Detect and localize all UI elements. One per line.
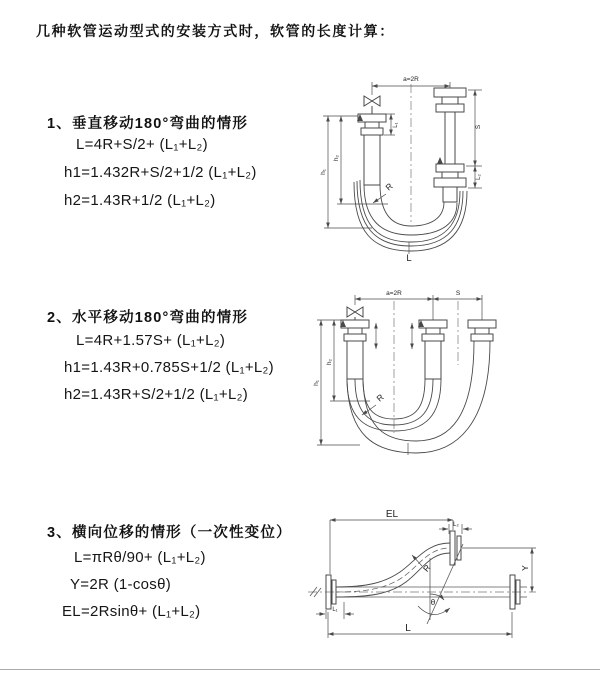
dimension-l xyxy=(406,242,411,264)
up-arrow xyxy=(437,157,443,164)
dim-label-l1: L₁ xyxy=(332,607,338,613)
hose-braid xyxy=(425,341,441,379)
dim-label-r: R xyxy=(374,391,386,404)
hose-s-curve xyxy=(336,543,450,597)
dim-label-a2r: a=2R xyxy=(386,290,402,297)
hose-u-bend xyxy=(354,180,467,251)
right-fitting xyxy=(434,88,466,202)
dimension-s xyxy=(433,290,482,299)
dimension-a2r xyxy=(355,290,482,320)
dim-label-r: R xyxy=(420,562,433,574)
dim-label-l1: L₁ xyxy=(393,122,399,128)
section-3-heading: 3、横向位移的情形（一次性变位） xyxy=(47,525,292,541)
dim-label-s: S xyxy=(455,290,461,297)
formula-line: Y=2R (1-cosθ) xyxy=(70,576,172,593)
radius-callout xyxy=(412,555,433,574)
diagram-1-vertical-180-bend xyxy=(310,70,595,262)
dimension-l xyxy=(328,612,512,638)
formula-line: h2=1.43R+S/2+1/2 (L₁+L₂) xyxy=(64,386,249,403)
section-1-heading: 1、垂直移动180°弯曲的情形 xyxy=(47,116,249,132)
dim-label-l2: L₂ xyxy=(476,174,482,180)
dim-label-el: EL xyxy=(385,509,399,520)
left-fitting xyxy=(357,114,386,185)
dim-label-y: Y xyxy=(520,565,530,571)
valve-icon xyxy=(347,307,363,320)
dim-label-l2: L₂ xyxy=(453,522,459,528)
section-2-heading: 2、水平移动180°弯曲的情形 xyxy=(47,310,249,326)
dim-label-a2r: a=2R xyxy=(403,76,419,83)
diagram-2-horizontal-180-bend xyxy=(308,283,600,473)
dim-label-l: L xyxy=(405,623,411,634)
formula-line: L=4R+S/2+ (L₁+L₂) xyxy=(76,136,208,153)
dimension-l2 xyxy=(468,166,482,188)
dim-label-l: L xyxy=(406,253,412,264)
dim-label-h2: h₂ xyxy=(333,154,340,162)
angle-construction xyxy=(418,544,463,624)
formula-line: L=4R+1.57S+ (L₁+L₂) xyxy=(76,332,226,349)
dim-label-h1: h₁ xyxy=(313,380,320,386)
formula-line: h1=1.432R+S/2+1/2 (L₁+L₂) xyxy=(64,164,257,181)
right-fitting-moved xyxy=(468,320,496,341)
dimension-l1 xyxy=(316,602,354,619)
page-bottom-rule xyxy=(0,669,600,670)
dim-label-theta: θ xyxy=(430,598,436,607)
dim-label-r: R xyxy=(383,180,395,193)
diagram-3-lateral-displacement xyxy=(300,502,600,650)
page-title: 几种软管运动型式的安装方式时，软管的长度计算： xyxy=(36,23,395,39)
dimension-el xyxy=(330,509,453,574)
formula-line: L=πRθ/90+ (L₁+L₂) xyxy=(74,549,206,566)
hose-u-bend-moved xyxy=(347,341,490,453)
dim-label-h1: h₁ xyxy=(320,169,327,175)
formula-line: h2=1.43R+1/2 (L₁+L₂) xyxy=(64,192,216,209)
dimension-y xyxy=(462,548,536,592)
dimension-h1 xyxy=(313,320,360,445)
radius-callout xyxy=(373,181,395,203)
dimension-s xyxy=(466,90,482,166)
left-fitting xyxy=(340,320,369,379)
formula-line: EL=2Rsinθ+ (L₁+L₂) xyxy=(62,603,201,620)
hose-braid xyxy=(443,187,457,202)
dim-label-s: S xyxy=(475,124,482,130)
hose-braid xyxy=(347,341,363,379)
axis-centerline xyxy=(308,587,536,597)
hose-braid xyxy=(364,135,380,185)
middle-fitting xyxy=(418,320,447,379)
formula-line: h1=1.43R+0.785S+1/2 (L₁+L₂) xyxy=(64,359,274,376)
dim-label-h2: h₂ xyxy=(326,358,333,366)
valve-icon xyxy=(364,96,380,114)
